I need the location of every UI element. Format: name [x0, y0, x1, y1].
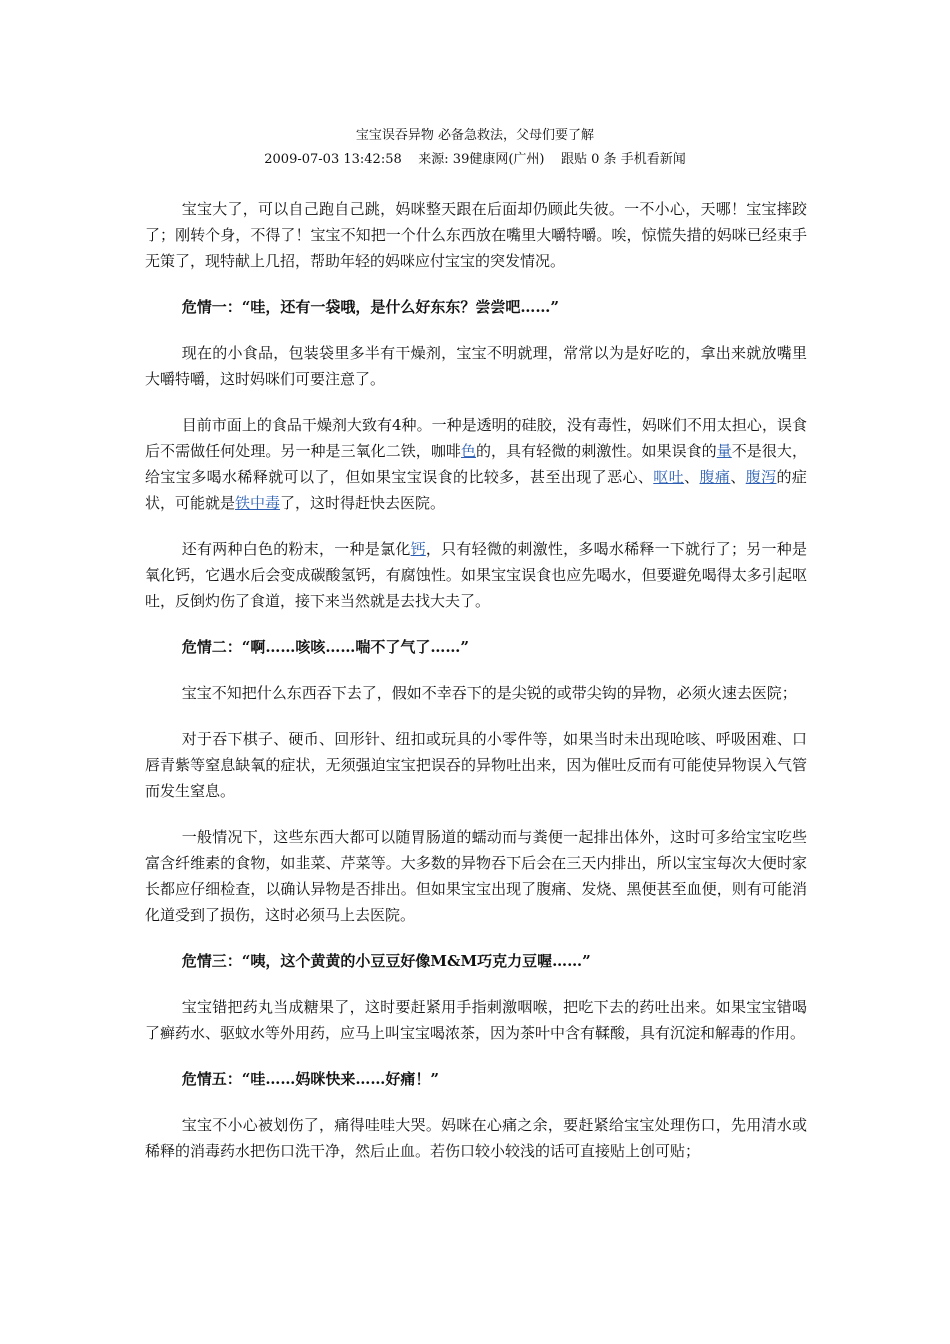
link-amount[interactable]: 量 — [716, 442, 732, 460]
link-diarrhea[interactable]: 腹泻 — [745, 468, 777, 486]
article-source: 来源: 39健康网(广州) — [418, 152, 545, 167]
comment-count-link[interactable]: 跟贴 0 条 — [561, 152, 617, 167]
link-calcium[interactable]: 钙 — [410, 540, 426, 558]
paragraph-small-objects: 对于吞下棋子、硬币、回形针、纽扣或玩具的小零件等，如果当时未出现呛咳、呼吸困难、口唇青紫等窒息缺氧的症状，无须强迫宝宝把误吞的异物吐出来，因为催吐反而有可能使异物误入气管而发生窒息。 — [145, 730, 807, 800]
paragraph-passing-objects: 一般情况下，这些东西大都可以随胃肠道的蠕动而与粪便一起排出体外，这时可多给宝宝吃些富含纤维素的食物，如韭菜、芹菜等。大多数的异物吞下后会在三天内排出，所以宝宝每次大便时家长都应仔细检查，以确认异物是否排出。但如果宝宝出现了腹痛、发烧、黑便甚至血便，则有可能消化道受到了损伤，这时必须马上去医院。 — [145, 828, 807, 924]
section-heading-3: 危情三：“咦，这个黄黄的小豆豆好像M&M巧克力豆喔……” — [181, 952, 591, 970]
article-header — [0, 124, 950, 172]
paragraph-sharp-objects: 宝宝不知把什么东西吞下去了，假如不幸吞下的是尖锐的或带尖钩的异物，必须火速去医院； — [181, 684, 797, 702]
link-iron-poisoning[interactable]: 铁中毒 — [235, 494, 281, 512]
paragraph-desiccant-intro: 现在的小食品，包装袋里多半有干燥剂，宝宝不明就理，常常以为是好吃的，拿出来就放嘴里大嚼特嚼，这时妈咪们可要注意了。 — [145, 344, 807, 388]
article-body — [145, 196, 807, 1184]
paragraph-medicine: 宝宝错把药丸当成糖果了，这时要赶紧用手指刺激咽喉，把吃下去的药吐出来。如果宝宝错喝了癣药水、驱蚊水等外用药，应马上叫宝宝喝浓茶，因为茶叶中含有鞣酸，具有沉淀和解毒的作用。 — [145, 998, 807, 1042]
section-heading-1: 危情一：“哇，还有一袋哦，是什么好东东？尝尝吧……” — [181, 298, 560, 316]
link-color[interactable]: 色 — [460, 442, 476, 460]
article-meta — [0, 148, 950, 172]
link-abdominal-pain[interactable]: 腹痛 — [699, 468, 731, 486]
paragraph-intro: 宝宝大了，可以自己跑自己跳，妈咪整天跟在后面却仍顾此失彼。一不小心，天哪！宝宝摔跤了；刚转个身，不得了！宝宝不知把一个什么东西放在嘴里大嚼特嚼。唉，惊慌失措的妈咪已经束手无策了，现特献上几招，帮助年轻的妈咪应付宝宝的突发情况。 — [145, 200, 807, 270]
link-vomiting[interactable]: 呕吐 — [653, 468, 685, 486]
paragraph-cuts: 宝宝不小心被划伤了，痛得哇哇大哭。妈咪在心痛之余，要赶紧给宝宝处理伤口，先用清水或稀释的消毒药水把伤口洗干净，然后止血。若伤口较小较浅的话可直接贴上创可贴； — [145, 1116, 807, 1160]
paragraph-white-powder: 还有两种白色的粉末，一种是氯化钙，只有轻微的刺激性，多喝水稀释一下就行了；另一种是氧化钙，它遇水后会变成碳酸氢钙，有腐蚀性。如果宝宝误食也应先喝水，但要避免喝得太多引起呕吐，反倒灼伤了食道，接下来当然就是去找大夫了。 — [145, 540, 807, 610]
section-heading-5: 危情五：“哇……妈咪快来……好痛！” — [181, 1070, 440, 1088]
mobile-news-link[interactable]: 手机看新闻 — [620, 152, 686, 167]
section-heading-2: 危情二：“啊……咳咳……喘不了气了……” — [181, 638, 470, 656]
article-title: 宝宝误吞异物 必备急救法，父母们要了解 — [355, 128, 595, 143]
paragraph-desiccant-types: 目前市面上的食品干燥剂大致有4种。一种是透明的硅胶，没有毒性，妈咪们不用太担心，误食后不需做任何处理。另一种是三氧化二铁，咖啡色的，具有轻微的刺激性。如果误食的量不是很大，给宝宝多喝水稀释就可以了，但如果宝宝误食的比较多，甚至出现了恶心、呕吐、腹痛、腹泻的症状，可能就是铁中毒了，这时得赶快去医院。 — [145, 416, 807, 512]
publish-datetime: 2009-07-03 13:42:58 — [264, 152, 402, 167]
